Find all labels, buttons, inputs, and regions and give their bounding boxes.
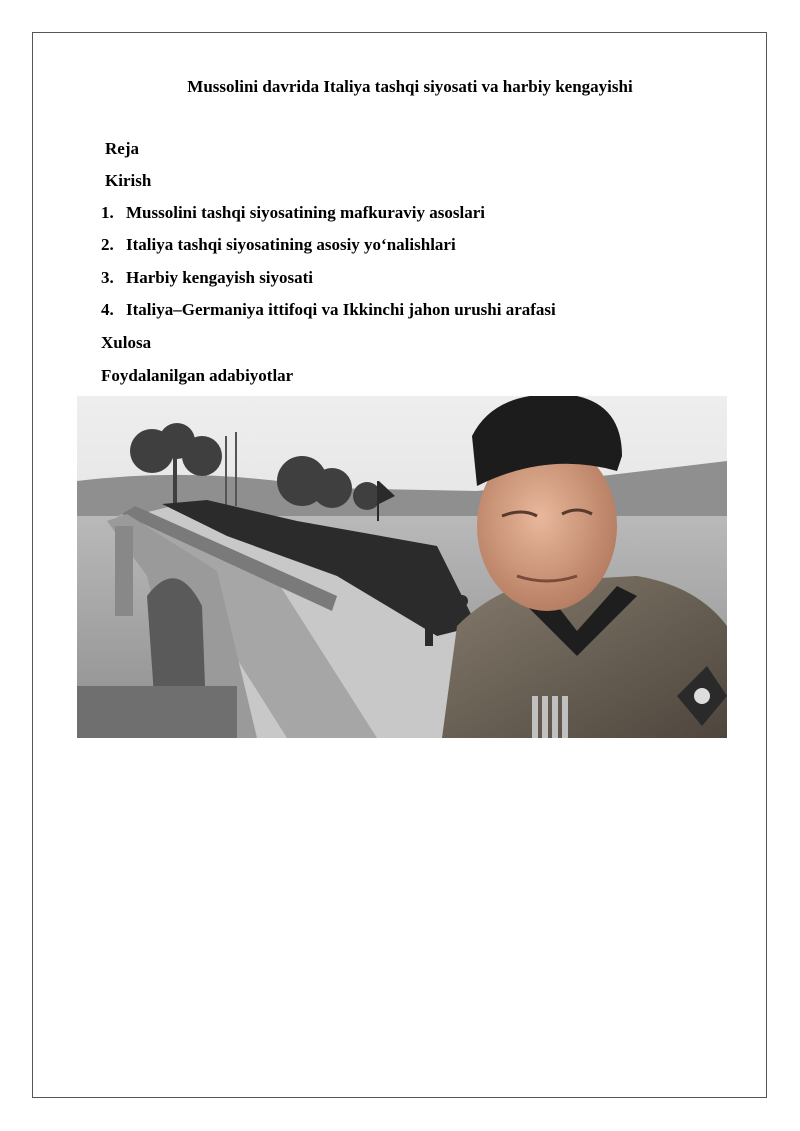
document-title: Mussolini davrida Italiya tashqi siyosati va harbiy kengayishi bbox=[187, 77, 633, 96]
intro-item: Kirish bbox=[105, 171, 152, 190]
historical-photo bbox=[77, 396, 727, 738]
list-item-text: Mussolini tashqi siyosatining mafkuraviy asoslari bbox=[126, 203, 485, 222]
list-item-text: Italiya–Germaniya ittifoqi va Ikkinchi jahon urushi arafasi bbox=[126, 300, 556, 319]
list-item-text: Italiya tashqi siyosatining asosiy yo‘nalishlari bbox=[126, 235, 456, 254]
list-item-text: Harbiy kengayish siyosati bbox=[126, 268, 314, 287]
conclusion-item: Xulosa bbox=[101, 333, 152, 352]
list-item bbox=[101, 235, 456, 255]
list-item bbox=[101, 268, 313, 288]
plan-heading: Reja bbox=[105, 139, 139, 158]
list-item-number: 3. bbox=[101, 268, 114, 287]
list-item bbox=[101, 300, 556, 320]
list-item-number: 4. bbox=[101, 300, 114, 319]
list-item-number: 2. bbox=[101, 235, 114, 254]
references-item: Foydalanilgan adabiyotlar bbox=[101, 366, 294, 385]
list-item bbox=[101, 203, 485, 223]
list-item-number: 1. bbox=[101, 203, 114, 222]
